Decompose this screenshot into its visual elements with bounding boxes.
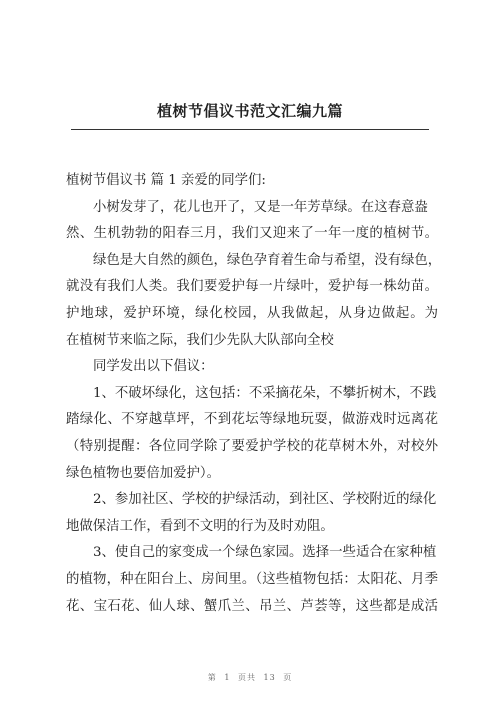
body-line: 绿色植物也要倍加爱护）。 <box>66 465 220 481</box>
footer-ye-gong: 页共 <box>237 673 256 682</box>
footer-ye: 页 <box>283 673 293 682</box>
body-line: 在植树节来临之际，我们少先队大队部向全校 <box>66 332 334 348</box>
body-line: 地做保洁工作，看到不文明的行为及时劝阻。 <box>66 518 334 534</box>
body-line: 2、参加社区、学校的护绿活动，到社区、学校附近的绿化 <box>93 492 437 508</box>
body-line: 植树节倡议书 篇 1 亲爱的同学们: <box>66 173 266 188</box>
body-line: 1、不破坏绿化，这包括：不采摘花朵，不攀折树木，不践 <box>93 385 437 401</box>
document-body <box>66 168 442 620</box>
body-line: （特别提醒：各位同学除了要爱护学校的花草树木外，对校外 <box>66 438 438 454</box>
body-line: 然、生机勃勃的阳春三月，我们又迎来了一年一度的植树节。 <box>66 226 438 242</box>
body-line: 护地球，爱护环境，绿化校园，从我做起，从身边做起。为 <box>66 305 438 321</box>
page-footer <box>0 672 500 683</box>
body-line: 踏绿化、不穿越草坪，不到花坛等绿地玩耍，做游戏时远离花 <box>66 412 438 428</box>
footer-page-number: 1 <box>224 673 231 682</box>
body-line: 花、宝石花、仙人球、蟹爪兰、吊兰、芦荟等，这些都是成活 <box>66 598 438 614</box>
body-line: 3、使自己的家变成一个绿色家园。选择一些适合在家种植 <box>93 545 437 561</box>
body-line: 绿色是大自然的颜色，绿色孕育着生命与希望，没有绿色， <box>93 252 442 268</box>
body-line: 小树发芽了，花儿也开了，又是一年芳草绿。在这春意盎 <box>93 199 428 215</box>
title-underline <box>71 129 429 130</box>
body-line: 同学发出以下倡议： <box>93 359 214 375</box>
body-line: 的植物，种在阳台上、房间里。（这些植物包括：太阳花、月季 <box>66 571 438 587</box>
document-title: 植树节倡议书范文汇编九篇 <box>156 102 343 120</box>
footer-di: 第 <box>207 673 217 682</box>
body-line: 就没有我们人类。我们要爱护每一片绿叶，爱护每一株幼苗。 <box>66 279 438 295</box>
footer-total-pages: 13 <box>263 673 276 682</box>
